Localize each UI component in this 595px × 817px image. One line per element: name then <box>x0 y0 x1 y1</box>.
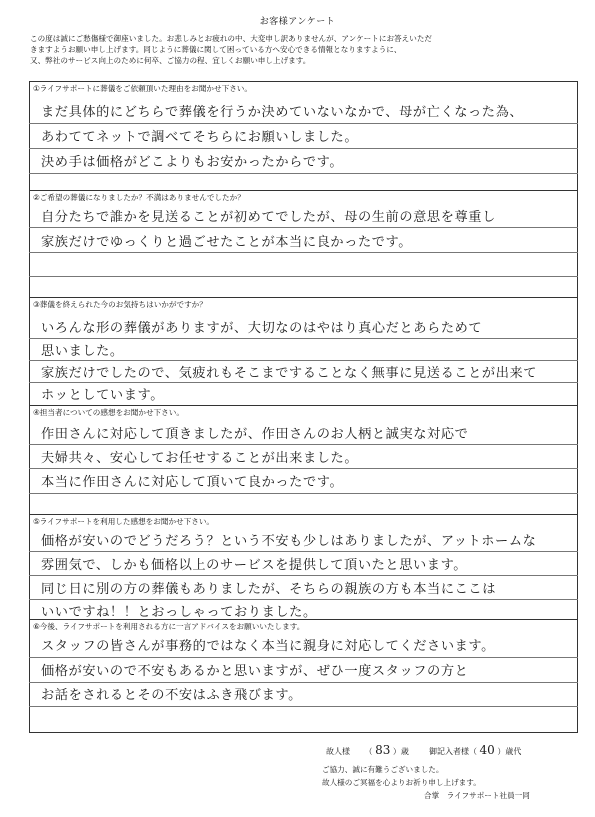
handwritten-answer: 価格が安いので不安もあるかと思いますが、ぜひ一度スタッフの方と <box>41 664 469 679</box>
handwritten-answer: 同じ日に別の方の葬儀もありましたが、そちらの親族の方も本当にここは <box>41 582 496 597</box>
question-section-6 <box>29 619 578 733</box>
writer-age-row: 御記入者様（ 40 ）歳代 <box>429 743 522 757</box>
question-section-5 <box>29 514 578 619</box>
handwritten-answer: あわててネットで調べてそちらにお願いしました。 <box>41 130 359 145</box>
question-label: ⑥今後、ライフサポートを利用される方に一言アドバイスをお願いいたします。 <box>33 622 305 631</box>
question-section-3 <box>29 297 578 401</box>
closing-line: 故人様のご冥福を心よりお祈り申し上げます。 <box>322 778 481 787</box>
answer-line <box>29 148 578 149</box>
question-section-1 <box>29 81 578 184</box>
answer-line <box>29 360 578 361</box>
deceased-age-value: 83 <box>375 743 391 757</box>
question-section-2 <box>29 190 578 297</box>
handwritten-answer: いいですね！！とおっしゃっておりました。 <box>41 605 317 620</box>
handwritten-answer: 自分たちで誰かを見送ることが初めてでしたが、母の生前の意思を尊重し <box>41 210 496 225</box>
writer-label: 御記入者様 <box>429 747 469 756</box>
handwritten-answer: 家族だけでゆっくりと過ごせたことが本当に良かったです。 <box>41 235 413 250</box>
answer-line <box>29 382 578 383</box>
question-label: ⑤ライフサポートを利用した感想をお聞かせ下さい。 <box>33 517 215 526</box>
answer-line <box>29 227 578 228</box>
handwritten-answer: 夫婦共々、安心してお任せすることが出来ました。 <box>41 451 359 466</box>
writer-age-suffix: 歳代 <box>505 747 522 756</box>
deceased-label: 故人様 <box>326 747 350 756</box>
answer-line <box>29 599 578 600</box>
answer-line <box>29 276 578 277</box>
handwritten-answer: まだ具体的にどちらで葬儀を行うか決めていないなかで、母が亡くなった為、 <box>41 105 524 120</box>
writer-age-value: 40 <box>479 743 495 757</box>
handwritten-answer: ホッとしています。 <box>41 388 165 403</box>
handwritten-answer: スタッフの皆さんが事務的ではなく本当に親身に対応してくださいます。 <box>41 639 495 654</box>
handwritten-answer: 本当に作田さんに対応して頂いて良かったです。 <box>41 475 344 490</box>
intro-text <box>30 33 575 66</box>
answer-line <box>29 706 578 707</box>
handwritten-answer: いろんな形の葬儀がありますが、大切なのはやはり真心だとあらためて <box>41 321 483 336</box>
answer-line <box>29 123 578 124</box>
handwritten-answer: 思いました。 <box>41 344 124 359</box>
handwritten-answer: 家族だけでしたので、気疲れもそこまですることなく無事に見送ることが出来て <box>41 366 538 381</box>
question-section-4 <box>29 405 578 510</box>
intro-line: 又、弊社のサービス向上のために何卒、ご協力の程、宜しくお願い申し上げます。 <box>30 56 311 65</box>
deceased-age-row: 故人様 （ 83 ）歳 <box>326 743 409 757</box>
answer-line <box>29 444 578 445</box>
handwritten-answer: 雰囲気で、しかも価格以上のサービスを提供して頂いたと思います。 <box>41 558 468 573</box>
handwritten-answer: 決め手は価格がどこよりもお安かったからです。 <box>41 155 344 170</box>
answer-line <box>29 657 578 658</box>
intro-line: きますようお願い申し上げます。同じように葬儀に関して困っている方へ安心できる情報となりますように、 <box>30 45 402 54</box>
handwritten-answer: 価格が安いのでどうだろう？という不安も少しはありましたが、アットホームな <box>41 534 537 549</box>
deceased-age-suffix: 歳 <box>400 747 409 756</box>
answer-line <box>29 493 578 494</box>
intro-line: この度は誠にご愁傷様で御座いました。お悲しみとお疲れの中、大変申し訳ありませんが、アンケートにお答えいただ <box>30 34 433 43</box>
answer-line <box>29 682 578 683</box>
question-label: ②ご希望の葬儀になりましたか？不満はありませんでしたか？ <box>33 193 245 202</box>
handwritten-answer: 作田さんに対応して頂きましたが、作田さんのお人柄と誠実な対応で <box>41 427 469 442</box>
answer-line <box>29 551 578 552</box>
question-label: ④担当者についての感想をお聞かせ下さい。 <box>33 408 184 417</box>
answer-line <box>29 575 578 576</box>
closing-signature: 合掌 ライフサポート社員一同 <box>424 791 530 800</box>
answer-line <box>29 338 578 339</box>
answer-line <box>29 252 578 253</box>
answer-line <box>29 173 578 174</box>
survey-title: お客様アンケート <box>259 17 336 27</box>
handwritten-answer: お話をされるとその不安はふき飛びます。 <box>41 688 302 703</box>
closing-line: ご協力、誠に有難うございました。 <box>322 765 444 774</box>
answer-line <box>29 468 578 469</box>
question-label: ③葬儀を終えられた今のお気持ちはいかがですか？ <box>33 300 207 309</box>
question-label: ①ライフサポートに葬儀をご依頼頂いた理由をお聞かせ下さい。 <box>33 84 252 93</box>
